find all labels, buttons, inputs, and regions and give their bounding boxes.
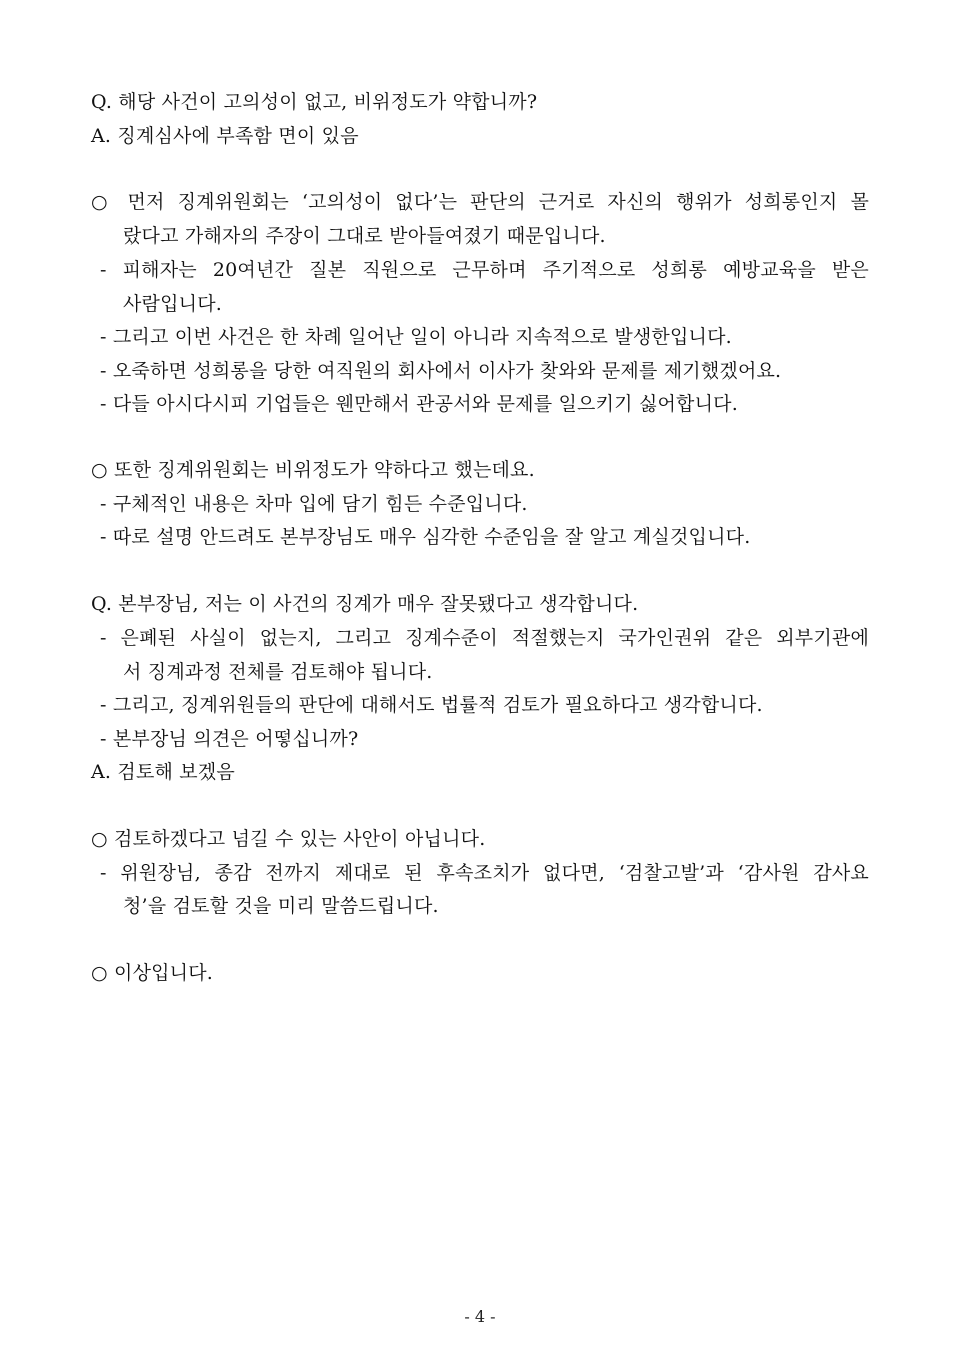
bullet-circle-line-3: ○ 검토하겠다고 넘길 수 있는 사안이 아닙니다. xyxy=(91,828,486,850)
bullet-circle-line-4: ○ 이상입니다. xyxy=(91,962,214,984)
answer-line-1: A. 징계심사에 부족함 면이 있음 xyxy=(91,125,359,147)
bullet-circle-line-1: ○ 먼저 징계위원회는 ‘고의성이 없다’는 판단의 근거로 자신의 행위가 성희롱인지 몰 xyxy=(91,191,869,213)
dash-continuation-line: 서 징계과정 전체를 검토해야 됩니다. xyxy=(123,661,433,683)
dash-item-line: - 본부장님 의견은 어떻십니까? xyxy=(100,728,359,750)
dash-item-line: - 따로 설명 안드려도 본부장님도 매우 심각한 수준임을 잘 알고 계실것입니다. xyxy=(100,526,751,548)
answer-line-2: A. 검토해 보겠음 xyxy=(91,761,235,783)
dash-item-line: - 오죽하면 성희롱을 당한 여직원의 회사에서 이사가 찾와와 문제를 제기했겠어요. xyxy=(100,360,782,382)
dash-item-line: - 위원장님, 종감 전까지 제대로 된 후속조치가 없다면, ‘검찰고발’과 ‘감사원 감사요 xyxy=(100,862,869,884)
question-line-1: Q. 해당 사건이 고의성이 없고, 비위정도가 약합니까? xyxy=(91,91,538,113)
dash-continuation-line: 청’을 검토할 것을 미리 말씀드립니다. xyxy=(123,895,439,917)
dash-item-line: - 그리고, 징계위원들의 판단에 대해서도 법률적 검토가 필요하다고 생각합니다. xyxy=(100,694,763,716)
dash-item-line: - 구체적인 내용은 차마 입에 담기 힘든 수준입니다. xyxy=(100,493,528,515)
dash-item-line: - 다들 아시다시피 기업들은 웬만해서 관공서와 문제를 일으키기 싫어합니다. xyxy=(100,393,738,415)
dash-item-line: - 은폐된 사실이 없는지, 그리고 징계수준이 적절했는지 국가인권위 같은 외부기관에 xyxy=(100,627,869,649)
page-number: - 4 - xyxy=(464,1307,496,1326)
question-line-2: Q. 본부장님, 저는 이 사건의 징계가 매우 잘못됐다고 생각합니다. xyxy=(91,593,639,615)
dash-item-line: - 피해자는 20여년간 질본 직원으로 근무하며 주기적으로 성희롱 예방교육을 받은 xyxy=(100,259,869,281)
bullet-continuation-line: 랐다고 가해자의 주장이 그대로 받아들여졌기 때문입니다. xyxy=(123,225,606,247)
dash-item-line: - 그리고 이번 사건은 한 차례 일어난 일이 아니라 지속적으로 발생한입니다. xyxy=(100,326,732,348)
bullet-circle-line-2: ○ 또한 징계위원회는 비위정도가 약하다고 했는데요. xyxy=(91,459,535,481)
dash-continuation-line: 사람입니다. xyxy=(123,293,223,315)
